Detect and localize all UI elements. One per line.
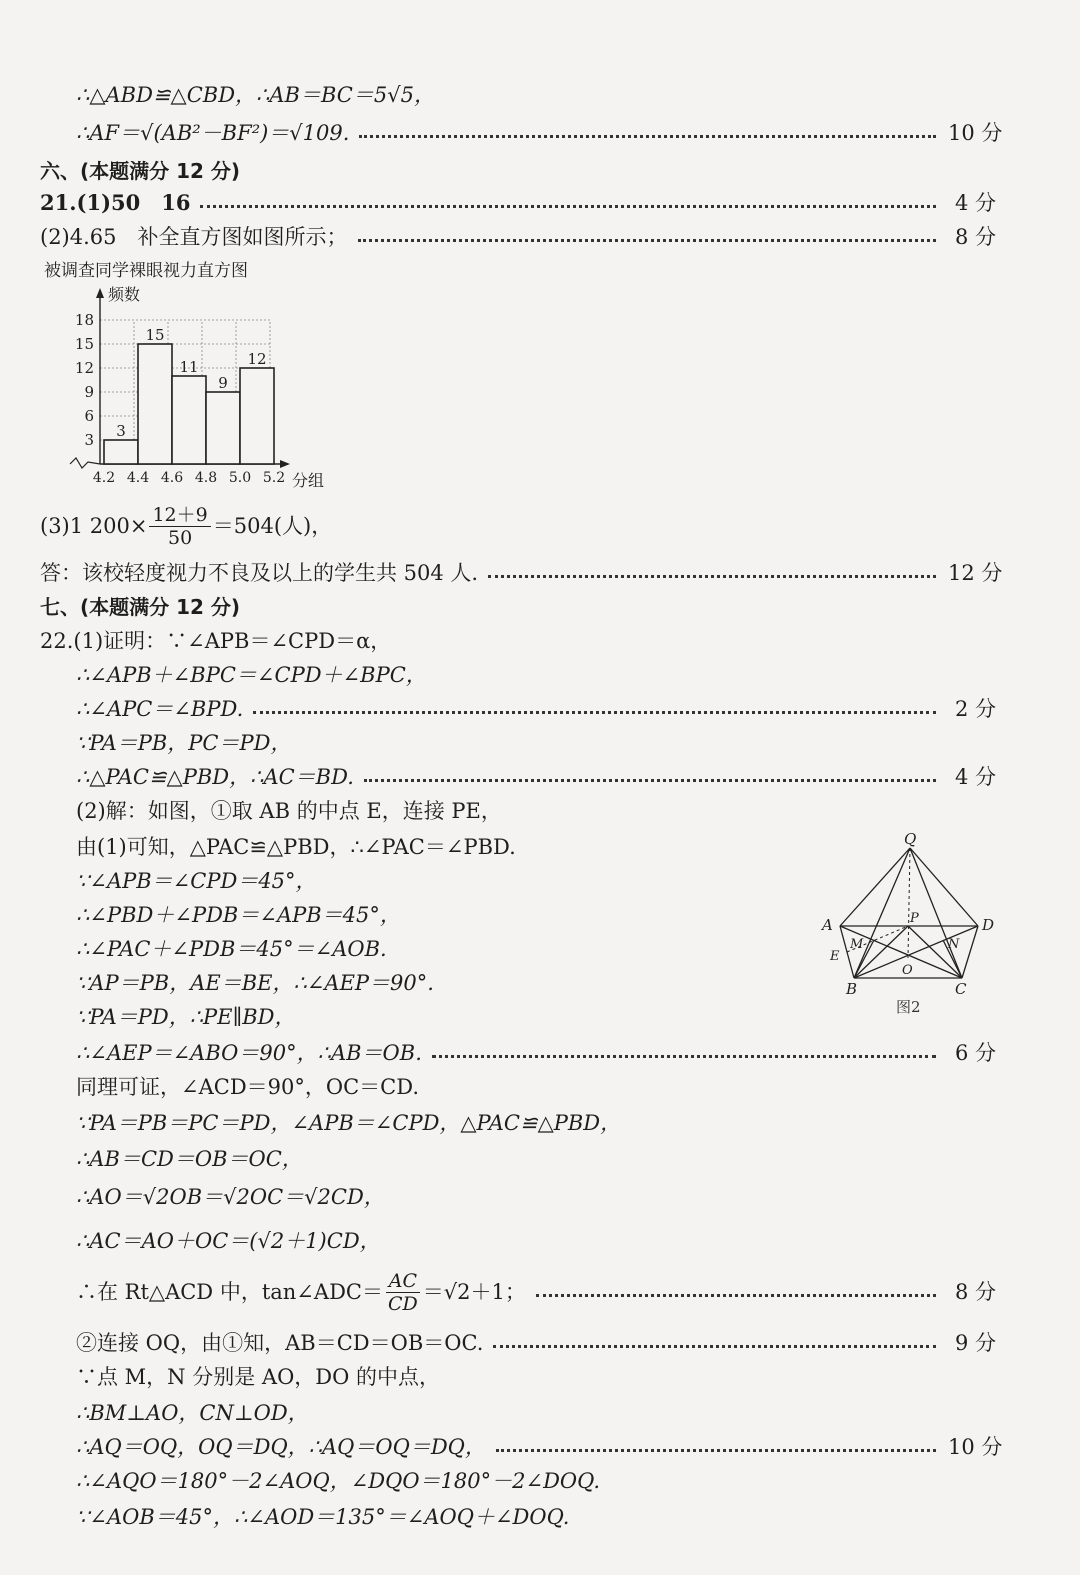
proof-line (76, 866, 796, 896)
chart-title: 被调查同学裸眼视力直方图 (44, 261, 248, 281)
line-text: ∴AC＝AO＋OC＝(√2＋1)CD， (76, 1229, 381, 1253)
segment-qd (910, 848, 978, 926)
histogram-bar (104, 440, 138, 464)
score-label: 12 分 (948, 561, 1003, 585)
point-label: P (910, 911, 919, 926)
proof-line (76, 832, 796, 862)
x-tick-label: 4.2 (92, 470, 116, 486)
point-label: Q (904, 830, 917, 848)
line-text: ∵点 M，N 分别是 AO，DO 的中点， (76, 1365, 441, 1389)
line-text: (3)1 200× (40, 514, 148, 538)
fraction-numerator: AC (386, 1270, 420, 1293)
leader-dots (253, 711, 936, 714)
proof-line (76, 80, 976, 110)
section-heading (40, 592, 940, 622)
leader-dots (200, 205, 936, 208)
y-axis-label: 频数 (108, 285, 141, 304)
proof-line (76, 1226, 976, 1256)
leader-dots (359, 135, 936, 138)
line-text: ∴BM⊥AO，CN⊥OD， (76, 1401, 309, 1425)
line-text: ∴在 Rt△ACD 中，tan∠ADC＝ (76, 1280, 383, 1304)
geometry-svg (812, 828, 1007, 1018)
segment-dc (962, 926, 978, 978)
bar-value-label: 12 (247, 350, 267, 368)
line-text: ∴∠APB＋∠BPC＝∠CPD＋∠BPC， (76, 663, 427, 687)
score-label: 2 分 (954, 697, 996, 721)
bar-value-label: 9 (218, 374, 228, 392)
line-text: ∴AQ＝OQ，OQ＝DQ，∴AQ＝OQ＝DQ， (76, 1435, 486, 1459)
figure-lines (840, 848, 978, 978)
line-text: ∴AB＝CD＝OB＝OC， (76, 1147, 303, 1171)
y-tick-label: 15 (74, 335, 94, 353)
score-label: 10 分 (948, 1435, 1003, 1459)
histogram-bar (240, 368, 274, 464)
fraction (149, 504, 210, 549)
y-tick-label: 3 (84, 431, 94, 449)
point-label: D (982, 916, 995, 934)
y-tick-label: 12 (74, 359, 94, 377)
point-label: B (846, 980, 858, 998)
proof-line (40, 626, 940, 656)
line-text: 21.(1)50 16 (40, 190, 191, 215)
histogram-bar (172, 376, 206, 464)
line-text: ∵PA＝PD，∴PE∥BD， (76, 1005, 296, 1029)
proof-line (76, 728, 976, 758)
point-label: M (850, 937, 864, 952)
score-label: 4 分 (954, 191, 996, 215)
point-label: C (955, 980, 967, 998)
y-tick-label: 9 (84, 383, 94, 401)
leader-dots (493, 1345, 936, 1348)
proof-line (76, 762, 996, 792)
proof-line (76, 1108, 976, 1138)
proof-line (76, 968, 796, 998)
proof-line (76, 1072, 976, 1102)
score-label: 8 分 (954, 225, 996, 249)
line-text: ∴AO＝√2OB＝√2OC＝√2CD， (76, 1185, 385, 1209)
line-text: ∵∠APB＝∠CPD＝45°， (76, 869, 317, 893)
section-title: 六、(本题满分 12 分) (40, 159, 241, 183)
proof-line (76, 1264, 996, 1320)
line-text: ∵PA＝PB，PC＝PD， (76, 731, 292, 755)
leader-dots (358, 239, 936, 242)
line-text: 同理可证，∠ACD＝90°，OC＝CD. (76, 1075, 420, 1099)
x-tick-label: 4.8 (194, 470, 218, 486)
bar-value-label: 11 (179, 358, 199, 376)
proof-line (76, 1432, 1003, 1462)
point-label: N (948, 937, 960, 952)
line-text: ∴∠AQO＝180°－2∠AOQ，∠DQO＝180°－2∠DOQ. (76, 1469, 600, 1493)
line-text: ＝√2＋1； (422, 1280, 526, 1304)
proof-line (76, 1466, 976, 1496)
line-text: ∴∠APC＝∠BPD. (76, 697, 244, 721)
proof-line (76, 118, 1003, 148)
proof-line (76, 1328, 996, 1358)
proof-line (76, 900, 796, 930)
proof-line (76, 660, 976, 690)
x-axis-label: 分组 (292, 471, 325, 490)
proof-line (76, 1362, 976, 1392)
leader-dots (364, 779, 936, 782)
score-label: 6 分 (954, 1041, 996, 1065)
score-label: 4 分 (954, 765, 996, 789)
proof-line (76, 1038, 996, 1068)
proof-line (76, 1182, 976, 1212)
answer-line (40, 188, 996, 218)
line-text: ∴AF＝√(AB²－BF²)＝√109. (76, 121, 350, 145)
segment-qa (840, 848, 910, 926)
histogram-chart (40, 258, 340, 498)
answer-line (40, 222, 996, 252)
leader-dots (536, 1294, 936, 1297)
line-text: (2)4.65 补全直方图如图所示； (40, 225, 348, 249)
geometry-figure (812, 828, 1007, 1018)
proof-line (76, 1144, 976, 1174)
histogram-bar (138, 344, 172, 464)
section-title: 七、(本题满分 12 分) (40, 595, 241, 619)
line-text: ∵∠AOB＝45°，∴∠AOD＝135°＝∠AOQ＋∠DOQ. (76, 1505, 570, 1529)
point-label: O (902, 963, 913, 978)
line-text: 答：该校轻度视力不良及以上的学生共 504 人. (40, 561, 479, 585)
proof-line (76, 1398, 976, 1428)
proof-line (76, 796, 796, 826)
answer-line (40, 498, 940, 554)
line-text: 22.(1)证明：∵∠APB＝∠CPD＝α， (40, 629, 392, 653)
line-text: ∵PA＝PB＝PC＝PD，∠APB＝∠CPD，△PAC≌△PBD， (76, 1111, 622, 1135)
histogram-svg (40, 258, 340, 498)
fraction-denominator: 50 (168, 526, 193, 549)
fraction-numerator: 12＋9 (149, 504, 210, 527)
score-label: 8 分 (954, 1280, 996, 1304)
point-label: E (830, 949, 840, 964)
fraction (385, 1270, 421, 1315)
score-label: 10 分 (948, 121, 1003, 145)
line-text: ∴△PAC≌△PBD，∴AC＝BD. (76, 765, 354, 789)
line-text: ∴∠PAC＋∠PDB＝45°＝∠AOB. (76, 937, 387, 961)
line-text: ＝504(人)， (212, 514, 333, 538)
section-heading (40, 156, 940, 186)
line-text: ∴△ABD≌△CBD，∴AB＝BC＝5√5， (76, 83, 435, 107)
x-tick-label: 4.4 (126, 470, 150, 486)
line-text: ②连接 OQ，由①知，AB＝CD＝OB＝OC. (76, 1331, 484, 1355)
segment-qo (908, 848, 910, 958)
proof-line (76, 934, 796, 964)
point-label: A (822, 916, 833, 934)
y-axis-arrow (96, 288, 104, 298)
x-tick-label: 5.2 (262, 470, 286, 486)
proof-line (76, 1002, 796, 1032)
bar-value-label: 15 (145, 326, 165, 344)
line-text: ∴∠PBD＋∠PDB＝∠APB＝45°， (76, 903, 401, 927)
line-text: ∴∠AEP＝∠ABO＝90°，∴AB＝OB. (76, 1041, 422, 1065)
x-axis-arrow (280, 460, 290, 468)
proof-line (76, 694, 996, 724)
proof-line (76, 1502, 976, 1532)
leader-dots (488, 575, 936, 578)
leader-dots (496, 1449, 936, 1452)
line-text: 由(1)可知，△PAC≌△PBD，∴∠PAC＝∠PBD. (76, 835, 516, 859)
answer-line (40, 558, 1003, 588)
y-tick-label: 18 (74, 311, 94, 329)
line-text: (2)解：如图，①取 AB 的中点 E，连接 PE， (76, 799, 502, 823)
bar-value-label: 3 (116, 422, 126, 440)
score-label: 9 分 (954, 1331, 996, 1355)
line-text: ∵AP＝PB，AE＝BE，∴∠AEP＝90°. (76, 971, 434, 995)
leader-dots (432, 1055, 936, 1058)
x-tick-label: 5.0 (228, 470, 252, 486)
axis-break (70, 458, 100, 468)
x-tick-label: 4.6 (160, 470, 184, 486)
histogram-bar (206, 392, 240, 464)
fraction-denominator: CD (387, 1292, 418, 1315)
figure-caption: 图2 (896, 998, 921, 1016)
y-tick-label: 6 (84, 407, 94, 425)
